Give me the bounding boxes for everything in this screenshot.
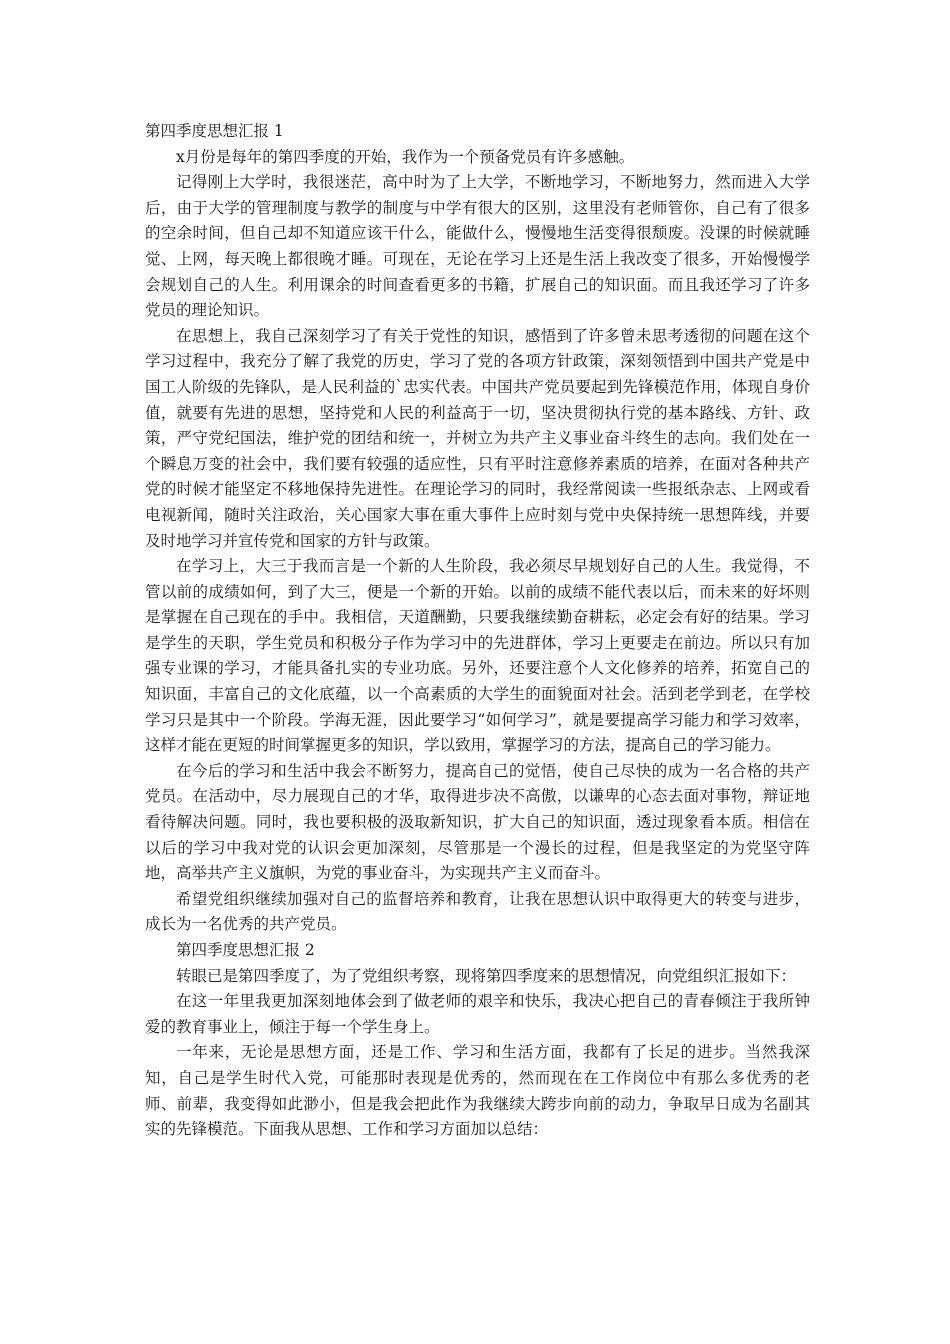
report-title-2: 第四季度思想汇报 2 — [176, 941, 315, 959]
paragraph-9: 一年来，无论是思想方面，还是工作、学习和生活方面，我都有了长足的进步。当然我深知，自己是学生时代入党，可能那时表现是优秀的，然而现在在工作岗位中有那么多优秀的老师、前辈，我变得如此渺小，但是我会把此作为我继续大跨步向前的动力，争取早日成为名副其实的先锋模范。下面我从思想、工作和学习方面加以总结： — [145, 1043, 810, 1139]
paragraph-4: 在学习上，大三于我而言是一个新的人生阶段，我必须尽早规划好自己的人生。我觉得，不管以前的成绩如何，到了大三，便是一个新的开始。以前的成绩不能代表以后，而未来的好坏则是掌握在自己现在的手中。我相信，天道酬勤，只要我继续勤奋耕耘，必定会有好的结果。学习是学生的天职，学生党员和积极分子作为学习中的先进群体，学习上更要走在前边。所以只有加强专业课的学习，才能具备扎实的专业功底。另外，还要注意个人文化修养的培养，拓宽自己的知识面，丰富自己的文化底蕴，以一个高素质的大学生的面貌面对社会。活到老学到老，在学校学习只是其中一个阶段。学海无涯，因此要学习“如何学习”，就是要提高学习能力和学习效率，这样才能在更短的时间掌握更多的知识，学以致用，掌握学习的方法，提高自己的学习能力。 — [145, 557, 810, 755]
paragraph-6: 希望党组织继续加强对自己的监督培养和教育，让我在思想认识中取得更大的转变与进步，成长为一名优秀的共产党员。 — [145, 889, 810, 934]
paragraph-5: 在今后的学习和生活中我会不断努力，提高自己的觉悟，使自己尽快的成为一名合格的共产党员。在活动中，尽力展现自己的才华，取得进步决不高傲，以谦卑的心态去面对事物，辩证地看待解决问题。同时，我也要积极的汲取新知识，扩大自己的知识面，透过现象看本质。相信在以后的学习中我对党的认识会更加深刻，尽管那是一个漫长的过程，但是我坚定的为党坚守阵地，高举共产主义旗帜，为党的事业奋斗，为实现共产主义而奋斗。 — [145, 761, 810, 883]
paragraph-1: x月份是每年的第四季度的开始，我作为一个预备党员有许多感触。 — [176, 147, 635, 166]
report-title-1: 第四季度思想汇报 1 — [145, 122, 284, 140]
document-body — [145, 119, 810, 1143]
paragraph-8: 在这一年里我更加深刻地体会到了做老师的艰辛和快乐，我决心把自己的青春倾注于我所钟爱的教育事业上，倾注于每一个学生身上。 — [145, 992, 810, 1036]
paragraph-2: 记得刚上大学时，我很迷茫，高中时为了上大学，不断地学习，不断地努力，然而进入大学后，由于大学的管理制度与教学的制度与中学有很大的区别，这里没有老师管你，自己有了很多的空余时间，但自己却不知道应该干什么，能做什么，慢慢地生活变得很颓废。没课的时候就睡觉、上网，每天晚上都很晚才睡。可现在，无论在学习上还是生活上我改变了很多，开始慢慢学会规划自己的人生。利用课余的时间查看更多的书籍，扩展自己的知识面。而且我还学习了许多党员的理论知识。 — [145, 173, 810, 320]
paragraph-7: 转眼已是第四季度了，为了党组织考察，现将第四季度来的思想情况，向党组织汇报如下： — [176, 966, 797, 985]
paragraph-3: 在思想上，我自己深刻学习了有关于党性的知识，感悟到了许多曾未思考透彻的问题在这个学习过程中，我充分了解了我党的历史，学习了党的各项方针政策，深刻领悟到中国共产党是中国工人阶级的先锋队，是人民利益的`忠实代表。中国共产党员要起到先锋模范作用，体现自身价值，就要有先进的思想，坚持党和人民的利益高于一切，坚决贯彻执行党的基本路线、方针、政策，严守党纪国法，维护党的团结和统一，并树立为共产主义事业奋斗终生的志向。我们处在一个瞬息万变的社会中，我们要有较强的适应性，只有平时注意修养素质的培养，在面对各种共产党的时候才能坚定不移地保持先进性。在理论学习的同时，我经常阅读一些报纸杂志、上网或看电视新闻，随时关注政治，关心国家大事在重大事件上应时刻与党中央保持统一思想阵线，并要及时地学习并宣传党和国家的方针与政策。 — [145, 326, 810, 550]
